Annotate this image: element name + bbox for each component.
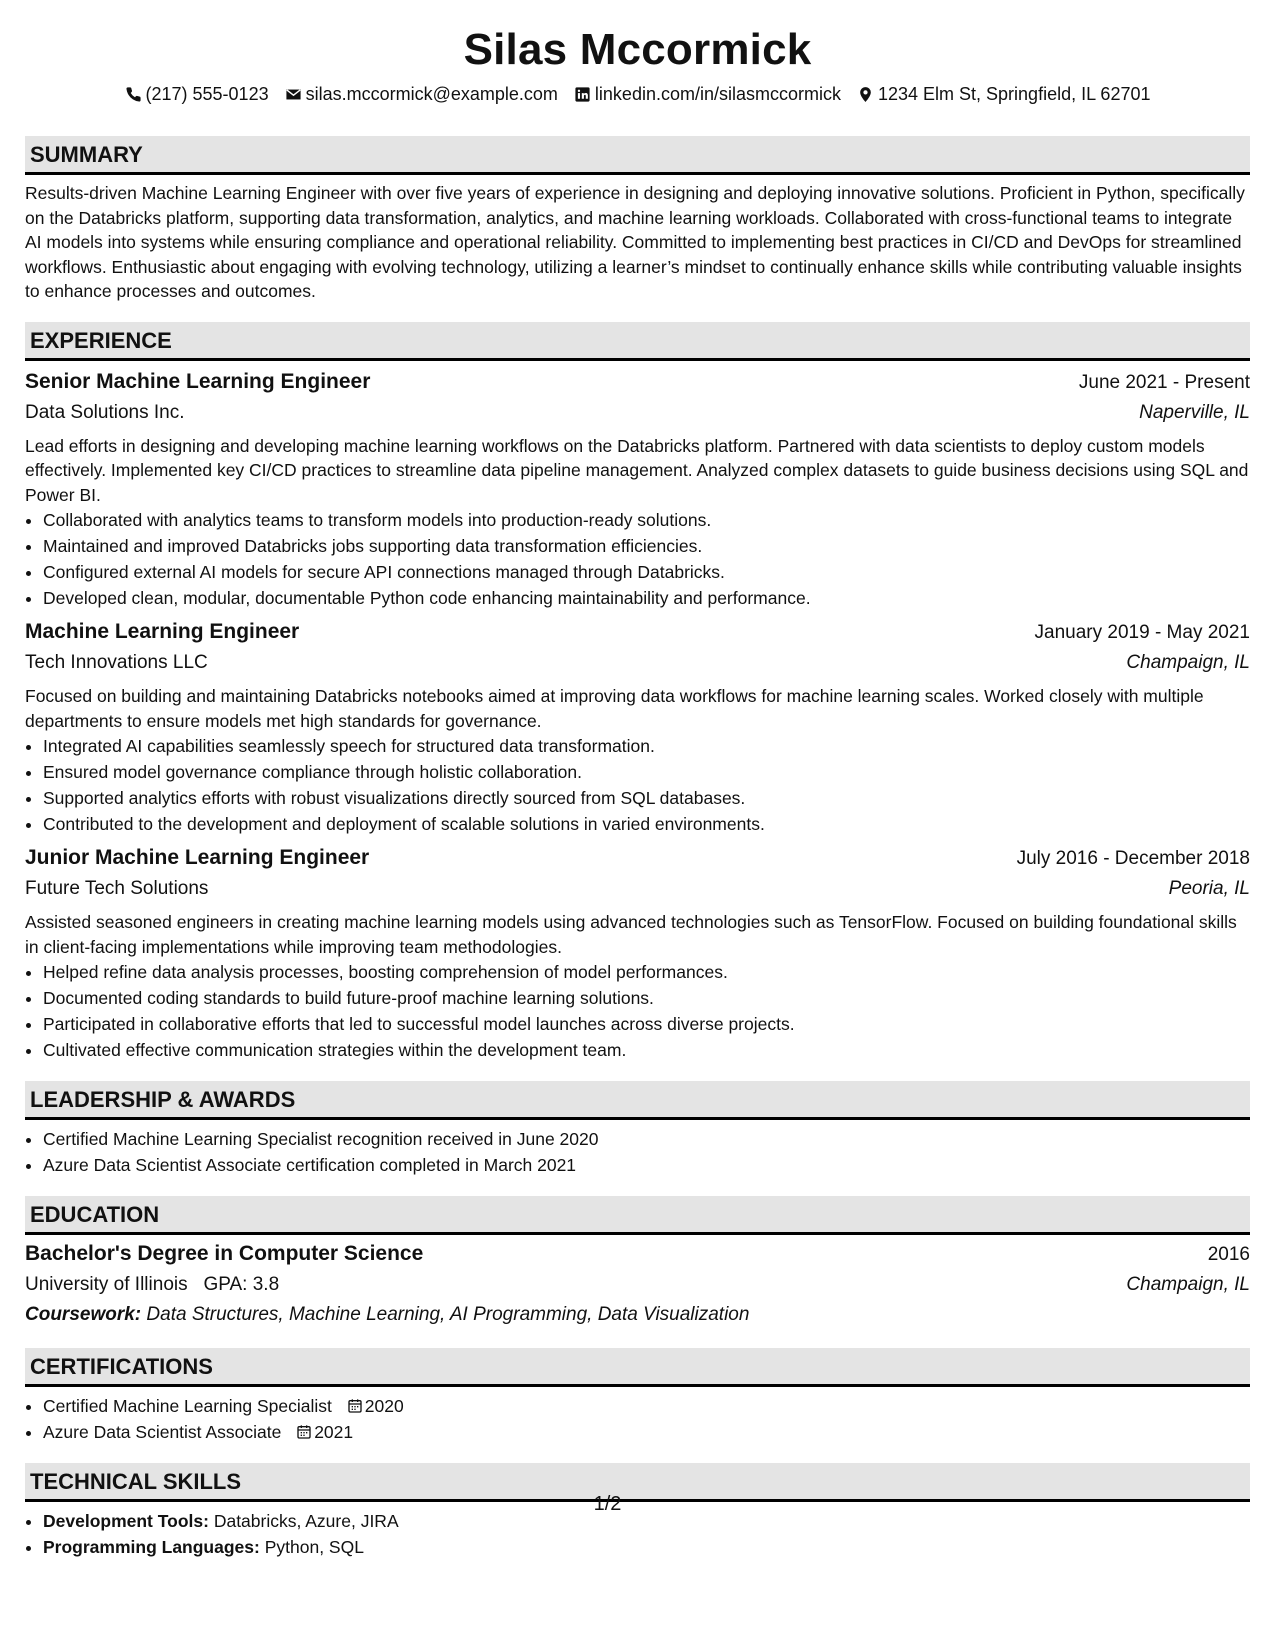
job-location: Naperville, IL — [1139, 401, 1250, 423]
list-item — [43, 1419, 1250, 1445]
map-pin-icon — [857, 86, 874, 103]
cert-year: 2020 — [364, 1396, 404, 1416]
resume-page — [25, 18, 1250, 1560]
list-item: • Ensured model governance compliance through holistic collaboration. — [43, 759, 1250, 785]
job-bullets — [25, 959, 1250, 1063]
linkedin-text[interactable]: linkedin.com/in/silasmccormick — [594, 84, 841, 104]
section-header-summary: SUMMARY — [25, 136, 1250, 175]
cert-name: Certified Machine Learning Specialist — [43, 1396, 332, 1416]
skill-value: Databricks, Azure, JIRA — [213, 1511, 399, 1531]
job-company: Tech Innovations LLC — [25, 652, 208, 673]
graduation-year: 2016 — [1207, 1244, 1250, 1265]
job-title: Junior Machine Learning Engineer — [25, 846, 370, 869]
section-header-certifications: CERTIFICATIONS — [25, 1348, 1250, 1387]
cert-name: Azure Data Scientist Associate — [43, 1422, 282, 1442]
address-text: 1234 Elm St, Springfield, IL 62701 — [877, 84, 1151, 104]
list-item: • Maintained and improved Databricks jobs supporting data transformation efficiencies. — [43, 533, 1250, 559]
list-item: • Developed clean, modular, documentable Python code enhancing maintainability and performance. — [43, 585, 1250, 611]
contact-address — [857, 82, 1151, 106]
job-description: Lead efforts in designing and developing machine learning workflows on the Databricks platform. Partnered with data scientists to deploy custom models effectively. Implemented key CI/CD practices to streamline data pipeline management. Analyzed complex datasets to guide business decisions using SQL and Power BI. — [25, 435, 1249, 505]
list-item: • Cultivated effective communication strategies within the development team. — [43, 1037, 1250, 1063]
job-description: Focused on building and maintaining Databricks notebooks aimed at improving data workflows for machine learning scales. Worked closely with multiple departments to ensure models met high standards for governance. — [25, 686, 1204, 731]
coursework-label: Coursework: — [25, 1304, 142, 1325]
job-location: Champaign, IL — [1126, 652, 1250, 673]
section-header-experience: EXPERIENCE — [25, 322, 1250, 361]
section-header-skills: TECHNICAL SKILLS — [25, 1463, 1250, 1502]
phone-icon — [125, 86, 142, 103]
list-item: • Azure Data Scientist Associate certification completed in March 2021 — [43, 1152, 1250, 1178]
job-entry-1 — [25, 367, 1250, 612]
school-name: University of Illinois — [25, 1274, 188, 1295]
job-company: Data Solutions Inc. — [25, 401, 185, 423]
list-item: • Participated in collaborative efforts that led to successful model launches across diverse projects. — [43, 1011, 1250, 1037]
coursework-text: Data Structures, Machine Learning, AI Programming, Data Visualization — [146, 1304, 750, 1325]
job-entry-3 — [25, 843, 1250, 1063]
skill-label: Programming Languages: — [43, 1537, 260, 1557]
job-dates: July 2016 - December 2018 — [1016, 848, 1250, 869]
envelope-icon — [285, 86, 302, 103]
linkedin-icon — [574, 86, 591, 103]
email-text[interactable]: silas.mccormick@example.com — [305, 84, 558, 104]
page-number: 1/2 — [593, 1493, 622, 1515]
job-dates: January 2019 - May 2021 — [1034, 622, 1250, 643]
job-title: Machine Learning Engineer — [25, 620, 300, 643]
job-bullets — [25, 507, 1250, 611]
certifications-list — [25, 1393, 1250, 1445]
list-item: • Certified Machine Learning Specialist recognition received in June 2020 — [43, 1126, 1250, 1152]
list-item: • Helped refine data analysis processes, boosting comprehension of model performances. — [43, 959, 1250, 985]
list-item: • Collaborated with analytics teams to transform models into production-ready solutions. — [43, 507, 1250, 533]
phone-text: (217) 555-0123 — [145, 84, 269, 104]
contact-bar — [25, 82, 1250, 106]
candidate-name: Silas Mccormick — [463, 25, 812, 74]
job-dates: June 2021 - Present — [1078, 371, 1250, 393]
list-item: • Supported analytics efforts with robust visualizations directly sourced from SQL databases. — [43, 785, 1250, 811]
calendar-icon — [347, 1398, 363, 1414]
contact-linkedin[interactable] — [574, 82, 841, 106]
list-item: • Configured external AI models for secure API connections managed through Databricks. — [43, 559, 1250, 585]
job-title: Senior Machine Learning Engineer — [25, 369, 371, 393]
coursework-line — [25, 1300, 1250, 1330]
list-item — [43, 1534, 1250, 1560]
contact-email[interactable] — [285, 82, 558, 106]
education-entry — [25, 1239, 1250, 1330]
cert-year: 2021 — [314, 1422, 354, 1442]
summary-text: Results-driven Machine Learning Engineer with over five years of experience in designing and deploying innovative solutions. Proficient in Python, specifically on the Databricks platform, supporting data transformation, analytics, and machine learning workloads. Collaborated with cross-functional teams to integrate AI models into systems while ensuring compliance and operational reliability. Committed to implementing best practices in CI/CD and DevOps for streamlined workflows. Enthusiastic about engaging with evolving technology, utilizing a learner’s mindset to continually enhance skills while contributing valuable insights to enhance processes and outcomes. — [25, 183, 1245, 301]
list-item — [43, 1393, 1250, 1419]
degree: Bachelor's Degree in Computer Science — [25, 1242, 424, 1265]
list-item: • Contributed to the development and deployment of scalable solutions in varied environments. — [43, 811, 1250, 837]
skill-value: Python, SQL — [264, 1537, 364, 1557]
school-line — [25, 1270, 279, 1300]
job-description: Assisted seasoned engineers in creating machine learning models using advanced technologies such as TensorFlow. Focused on building foundational skills in client-facing implementations while improving team methodologies. — [25, 912, 1237, 957]
skill-label: Development Tools: — [43, 1511, 209, 1531]
list-item: • Integrated AI capabilities seamlessly speech for structured data transformation. — [43, 733, 1250, 759]
school-location: Champaign, IL — [1126, 1274, 1250, 1295]
job-location: Peoria, IL — [1168, 878, 1250, 899]
section-header-leadership: LEADERSHIP & AWARDS — [25, 1081, 1250, 1120]
gpa: GPA: 3.8 — [203, 1274, 280, 1295]
job-bullets — [25, 733, 1250, 837]
section-header-education: EDUCATION — [25, 1196, 1250, 1235]
leadership-list — [25, 1126, 1250, 1178]
calendar-icon — [296, 1424, 312, 1440]
list-item: • Documented coding standards to build future-proof machine learning solutions. — [43, 985, 1250, 1011]
job-company: Future Tech Solutions — [25, 878, 209, 899]
contact-phone — [125, 82, 269, 106]
job-entry-2 — [25, 617, 1250, 837]
